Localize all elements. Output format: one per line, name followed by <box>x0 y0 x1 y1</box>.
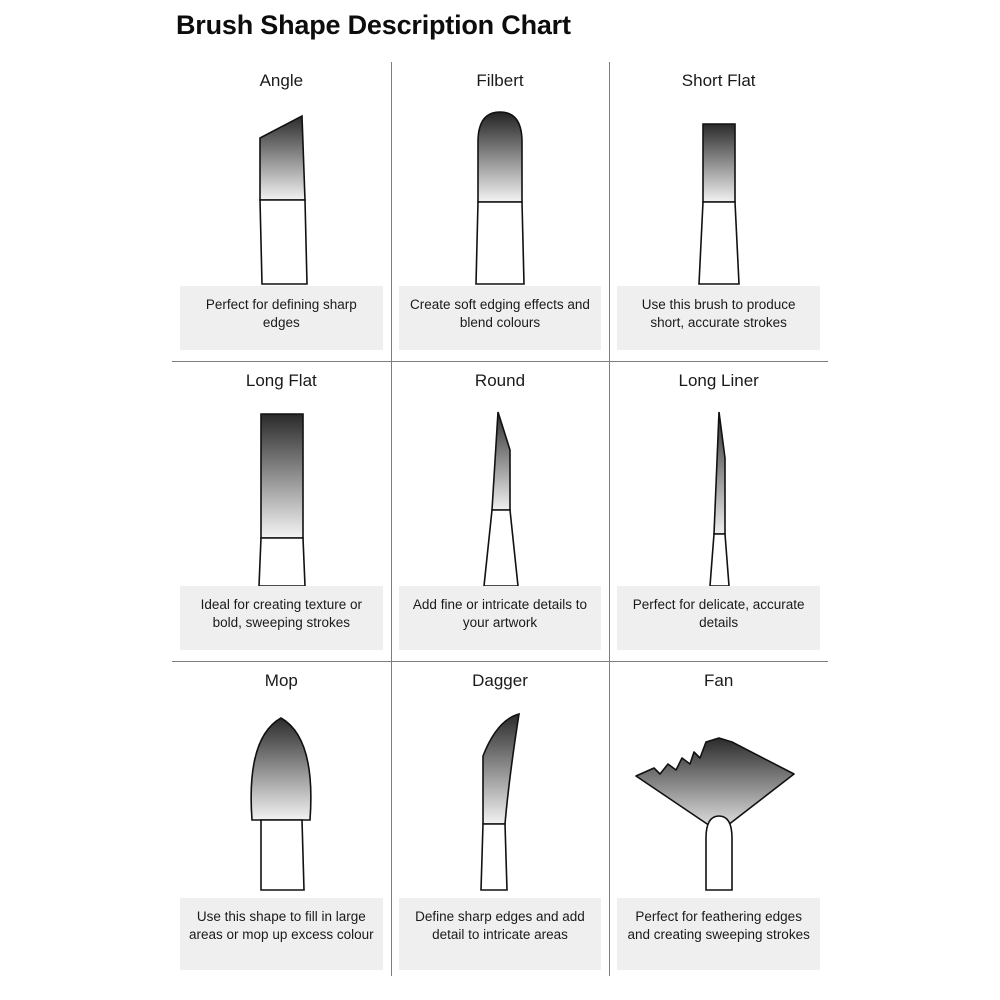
brush-caption: Perfect for delicate, accurate details <box>617 586 820 650</box>
chart-grid <box>172 62 828 986</box>
brush-name: Long Flat <box>245 371 317 390</box>
brush-name: Round <box>474 371 526 390</box>
round-brush-icon <box>391 398 610 590</box>
filbert-brush-icon <box>391 98 610 290</box>
brush-name: Long Liner <box>678 371 759 390</box>
brush-caption: Create soft edging effects and blend colours <box>399 286 602 350</box>
page-title: Brush Shape Description Chart <box>176 10 571 40</box>
mop-brush-icon <box>172 698 391 898</box>
brush-cell-short-flat <box>609 62 828 362</box>
brush-name: Short Flat <box>681 71 756 90</box>
brush-caption: Ideal for creating texture or bold, sweeping strokes <box>180 586 383 650</box>
brush-cell-long-liner <box>609 362 828 662</box>
brush-caption: Add fine or intricate details to your artwork <box>399 586 602 650</box>
long-liner-brush-icon <box>609 398 828 590</box>
brush-name: Angle <box>259 71 304 90</box>
brush-name: Dagger <box>472 671 528 690</box>
brush-cell-dagger <box>391 662 610 976</box>
angle-brush-icon <box>172 98 391 290</box>
brush-cell-long-flat <box>172 362 391 662</box>
brush-caption: Use this brush to produce short, accurate strokes <box>617 286 820 350</box>
brush-cell-mop <box>172 662 391 976</box>
brush-cell-filbert <box>391 62 610 362</box>
brush-caption: Define sharp edges and add detail to intricate areas <box>399 898 602 970</box>
brush-cell-angle <box>172 62 391 362</box>
fan-brush-icon <box>609 698 828 898</box>
short-flat-brush-icon <box>609 98 828 290</box>
chart-row <box>172 62 828 362</box>
chart-row <box>172 662 828 976</box>
long-flat-brush-icon <box>172 398 391 590</box>
brush-caption: Use this shape to fill in large areas or mop up excess colour <box>180 898 383 970</box>
brush-caption: Perfect for feathering edges and creating sweeping strokes <box>617 898 820 970</box>
chart-row <box>172 362 828 662</box>
dagger-brush-icon <box>391 698 610 898</box>
brush-cell-fan <box>609 662 828 976</box>
brush-cell-round <box>391 362 610 662</box>
brush-name: Mop <box>264 671 298 690</box>
brush-name: Fan <box>704 671 734 690</box>
brush-caption: Perfect for defining sharp edges <box>180 286 383 350</box>
brush-name: Filbert <box>476 71 524 90</box>
